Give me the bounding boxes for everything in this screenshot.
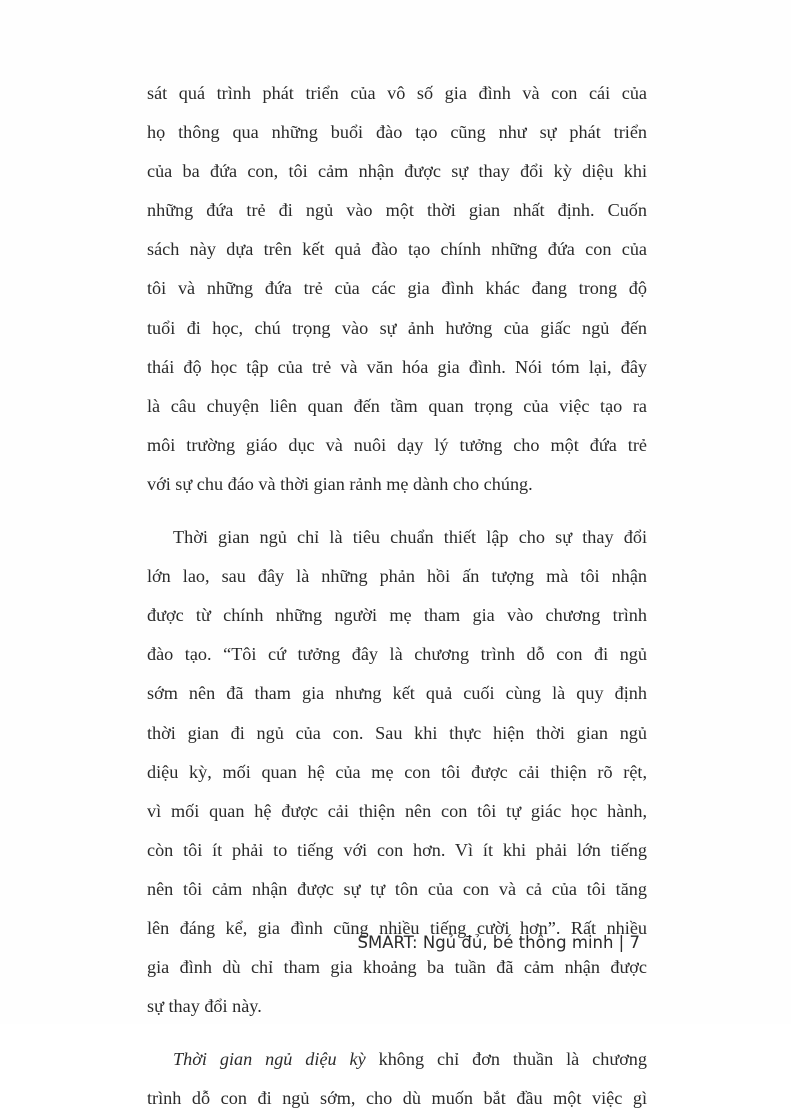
body-text — [147, 74, 647, 1118]
text-line — [147, 1040, 647, 1079]
text-line: môi trường giáo dục và nuôi dạy lý tưởng cho một đứa trẻ — [147, 434, 647, 455]
text-line: đào tạo. “Tôi cứ tưởng đây là chương trình dỗ con đi ngủ — [147, 644, 647, 665]
text-line: của ba đứa con, tôi cảm nhận được sự thay đổi kỳ diệu khi — [147, 161, 647, 182]
text-line: sát quá trình phát triển của vô số gia đình và con cái của — [147, 83, 647, 103]
text-line: được từ chính những người mẹ tham gia vào chương trình — [147, 605, 647, 626]
text-line: tuổi đi học, chú trọng vào sự ảnh hưởng của giấc ngủ đến — [147, 317, 647, 338]
text-run: không chỉ đơn thuần là chương — [365, 1049, 647, 1070]
text-line: họ thông qua những buổi đào tạo cũng như sự phát triển — [147, 122, 647, 143]
text-line: còn tôi ít phải to tiếng với con hơn. Vì ít khi phải lớn tiếng — [147, 839, 647, 860]
text-line: sách này dựa trên kết quả đào tạo chính những đứa con của — [147, 239, 647, 260]
paragraph-1 — [147, 74, 647, 504]
text-line: với sự chu đáo và thời gian rảnh mẹ dành cho chúng. — [147, 473, 533, 494]
paragraph-gap — [147, 1026, 647, 1040]
book-title-italic: Thời gian ngủ diệu kỳ — [173, 1049, 366, 1070]
text-line: thời gian đi ngủ của con. Sau khi thực hiện thời gian ngủ — [147, 722, 647, 743]
page-footer: SMART: Ngủ đủ, bé thông minh | 7 — [357, 933, 640, 952]
text-line: Thời gian ngủ chỉ là tiêu chuẩn thiết lập cho sự thay đổi — [173, 527, 647, 548]
text-line: nên tôi cảm nhận được sự tự tôn của con và cả của tôi tăng — [147, 878, 647, 899]
text-line: tôi và những đứa trẻ của các gia đình khác đang trong độ — [147, 278, 647, 299]
text-line: lên đáng kể, gia đình cũng nhiều tiếng cười hơn”. Rất nhiều — [147, 917, 647, 938]
text-line: những đứa trẻ đi ngủ vào một thời gian nhất định. Cuốn — [147, 200, 647, 221]
text-line: sự thay đổi này. — [147, 996, 262, 1017]
text-line: vì mối quan hệ được cải thiện nên con tôi tự giác học hành, — [147, 800, 647, 821]
paragraph-gap — [147, 504, 647, 518]
text-line: là câu chuyện liên quan đến tầm quan trọng của việc tạo ra — [147, 395, 647, 416]
text-line: thái độ học tập của trẻ và văn hóa gia đình. Nói tóm lại, đây — [147, 356, 647, 377]
text-line: diệu kỳ, mối quan hệ của mẹ con tôi được cải thiện rõ rệt, — [147, 761, 647, 782]
paragraph-3 — [147, 1040, 647, 1118]
text-line: lớn lao, sau đây là những phản hồi ấn tượng mà tôi nhận — [147, 566, 647, 587]
text-line: sớm nên đã tham gia nhưng kết quả cuối cùng là quy định — [147, 683, 647, 704]
text-line: trình dỗ con đi ngủ sớm, cho dù muốn bắt đầu một việc gì — [147, 1088, 647, 1109]
text-line: gia đình dù chỉ tham gia khoảng ba tuần đã cảm nhận được — [147, 957, 647, 978]
